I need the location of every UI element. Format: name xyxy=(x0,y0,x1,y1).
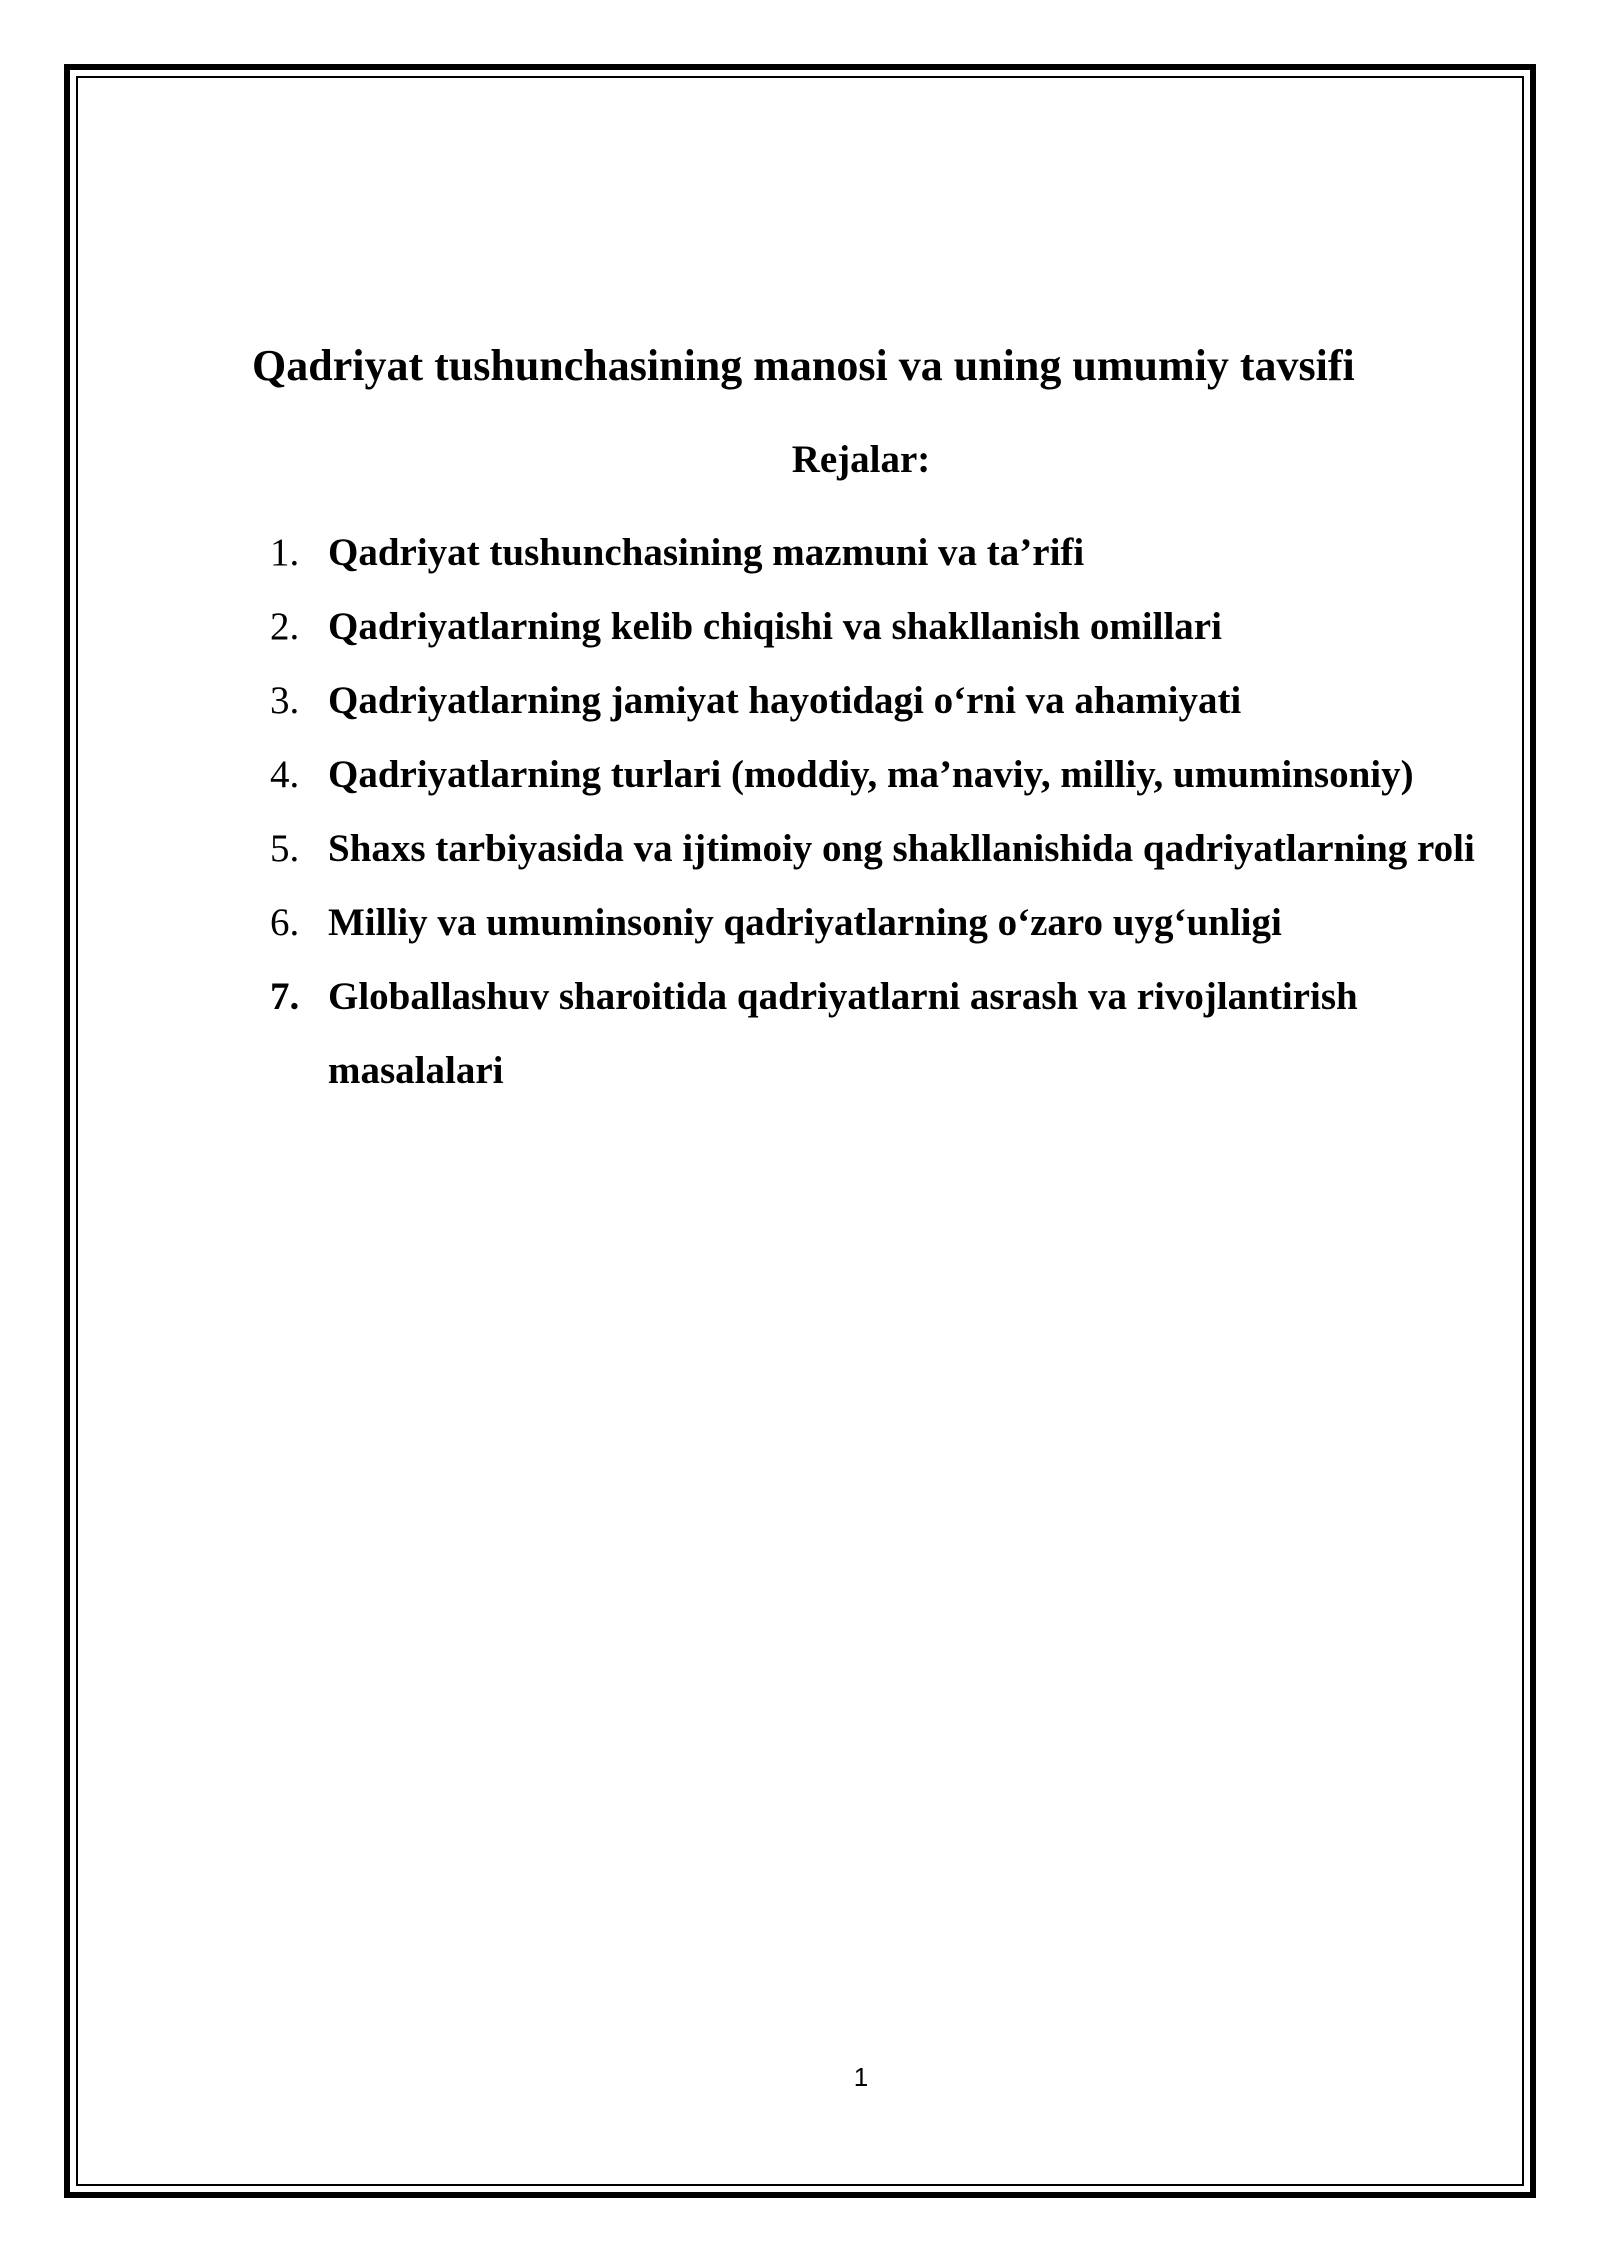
plan-item-number: 5. xyxy=(270,827,300,870)
plan-item-number: 4. xyxy=(270,753,300,796)
plan-item-text: Qadriyatlarning turlari (moddiy, ma’naviy, milliy, umuminsoniy) xyxy=(328,753,1414,796)
plan-item-text: Qadriyatlarning jamiyat hayotidagi o‘rni va ahamiyati xyxy=(328,679,1242,722)
plan-item xyxy=(270,812,1500,886)
document-title: Qadriyat tushunchasining manosi va uning umumiy tavsifi xyxy=(252,341,1355,390)
plan-item xyxy=(270,960,1500,1108)
plan-item-number: 2. xyxy=(270,605,300,648)
plan-item-text: Milliy va umuminsoniy qadriyatlarning o‘zaro uyg‘unligi xyxy=(328,901,1282,944)
plan-list xyxy=(270,516,1500,1108)
plan-item-number: 7. xyxy=(270,975,300,1018)
plan-item-number: 6. xyxy=(270,901,300,944)
plan-item xyxy=(270,664,1500,738)
plan-item-number: 3. xyxy=(270,679,300,722)
plan-item xyxy=(270,886,1500,960)
plan-item xyxy=(270,590,1500,664)
plan-item-text: Shaxs tarbiyasida va ijtimoiy ong shakllanishida qadriyatlarning roli xyxy=(328,827,1475,870)
plan-item-text: Globallashuv sharoitida qadriyatlarni asrash va rivojlantirish masalalari xyxy=(328,975,1358,1092)
plan-heading: Rejalar: xyxy=(791,438,931,481)
page-number: 1 xyxy=(853,2062,869,2092)
plan-item-text: Qadriyat tushunchasining mazmuni va ta’rifi xyxy=(328,531,1085,574)
plan-item xyxy=(270,516,1500,590)
plan-item xyxy=(270,738,1500,812)
plan-item-text: Qadriyatlarning kelib chiqishi va shakllanish omillari xyxy=(328,605,1222,648)
plan-item-number: 1. xyxy=(270,531,300,574)
